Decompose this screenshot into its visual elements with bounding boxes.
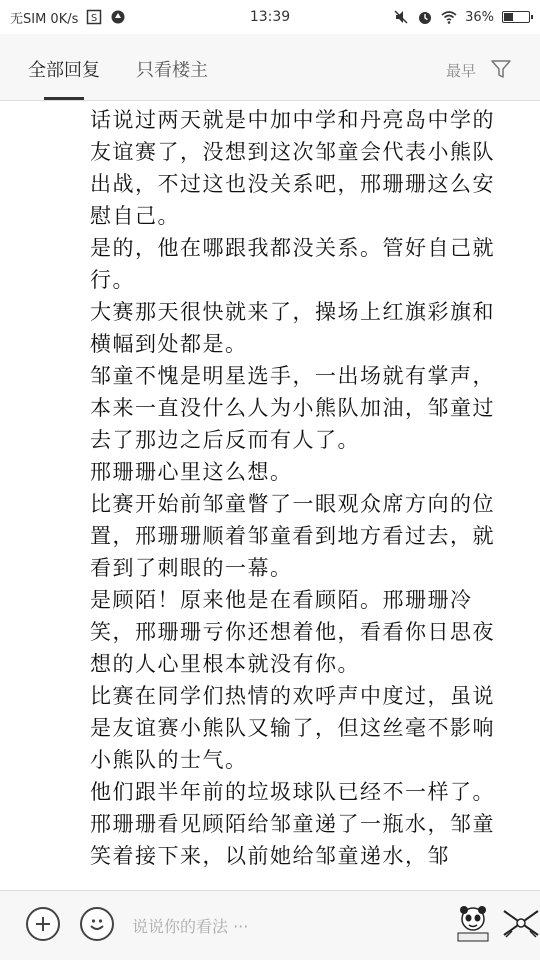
wifi-icon: [441, 9, 457, 25]
paragraph: 邢珊珊看见顾陌给邹童递了一瓶水，邹童笑着接下来，以前她给邹童递水，邹: [90, 812, 495, 868]
plus-icon: [33, 914, 53, 934]
paragraph: 邹童不愧是明星选手，一出场就有掌声，本来一直没什么人为小熊队加油，邹童过去了那边之后反而有人了。: [90, 364, 495, 452]
comment-input[interactable]: [130, 909, 434, 943]
paragraph: 邢珊珊心里这么想。: [90, 460, 293, 484]
sort-button[interactable]: 最早: [445, 62, 476, 80]
bottom-bar: [0, 890, 540, 960]
paragraph: 是顾陌！原来他是在看顾陌。邢珊珊冷笑，邢珊珊亏你还想着他，看看你日思夜想的人心里根本就没有你。: [90, 588, 495, 676]
mute-icon: [393, 9, 409, 25]
filter-icon[interactable]: [490, 58, 512, 80]
paragraph: 比赛开始前邹童瞥了一眼观众席方向的位置，邢珊珊顺着邹童看到地方看过去，就看到了刺眼的一幕。: [90, 492, 495, 580]
battery-icon: [502, 11, 530, 23]
paragraph: 比赛在同学们热情的欢呼声中度过，虽说是友谊赛小熊队又输了，但这丝毫不影响小熊队的士气。: [90, 684, 495, 772]
tabs-header: [0, 34, 540, 101]
alarm-icon: [417, 9, 433, 25]
status-right: [393, 9, 530, 25]
panda-sticker-icon[interactable]: [452, 901, 494, 945]
crossed-sticker-icon[interactable]: [500, 901, 540, 945]
tab-op-only[interactable]: 只看楼主: [136, 60, 208, 81]
smiley-icon: [86, 913, 108, 935]
paragraph: 是的，他在哪跟我都没关系。管好自己就行。: [90, 236, 495, 292]
active-tab-underline: [44, 97, 84, 100]
screenshot-icon: [86, 9, 102, 25]
status-left: [10, 8, 126, 27]
paragraph: 大赛那天很快就来了，操场上红旗彩旗和横幅到处都是。: [90, 300, 495, 356]
battery-percent: 36%: [465, 9, 494, 25]
post-content: [90, 104, 510, 890]
paragraph: 他们跟半年前的垃圾球队已经不一样了。: [90, 780, 495, 804]
carrier-text: 无SIM 0K/s: [10, 11, 79, 27]
svg-text:S: S: [91, 13, 98, 24]
add-button[interactable]: [26, 907, 60, 941]
tab-all-replies[interactable]: 全部回复: [28, 60, 100, 81]
status-time: 13:39: [249, 9, 291, 25]
paragraph: 话说过两天就是中加中学和丹亮岛中学的友谊赛了，没想到这次邹童会代表小熊队出战，不过这也没关系吧，邢珊珊这么安慰自己。: [90, 108, 495, 228]
emoji-button[interactable]: [80, 907, 114, 941]
status-bar: [0, 0, 540, 34]
battery-fill: [504, 13, 513, 21]
notification-icon: [110, 9, 126, 25]
